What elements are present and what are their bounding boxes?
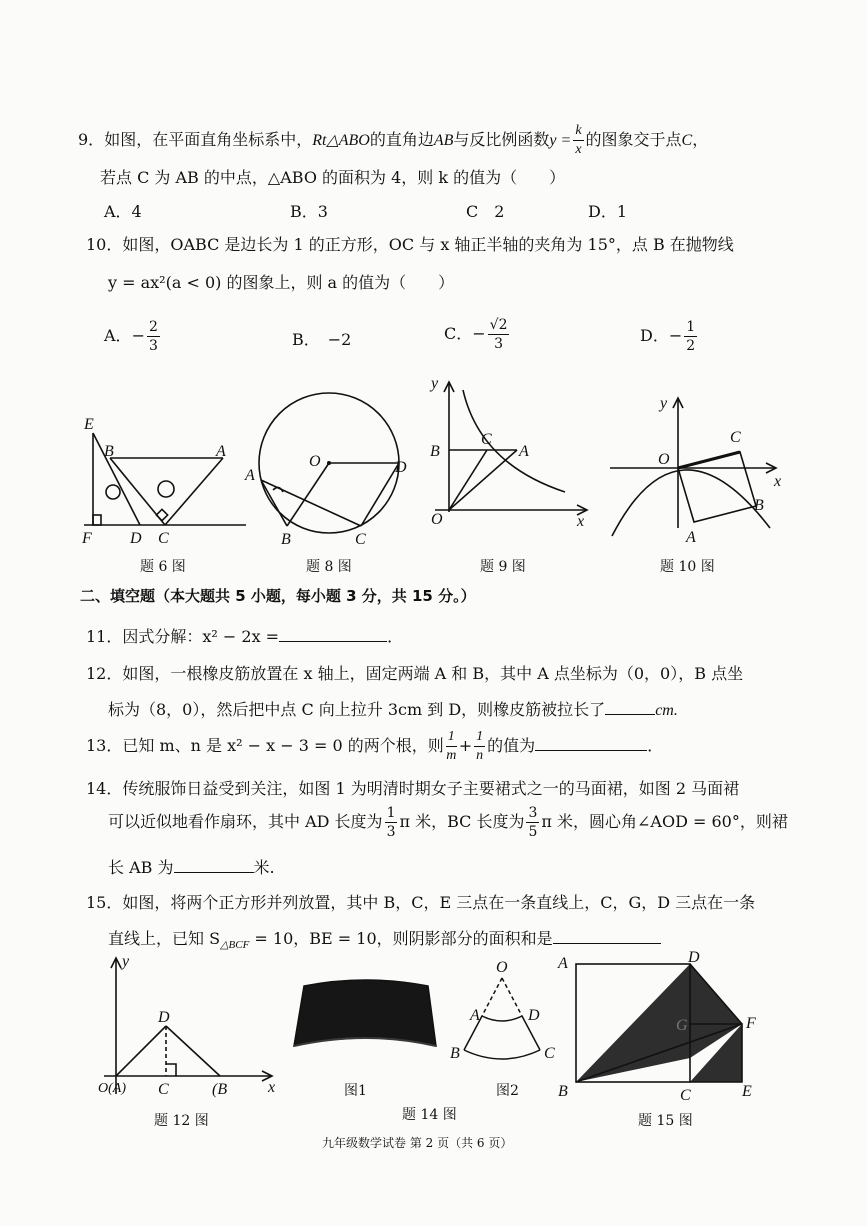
q10-option-a-minus: − [131,326,145,345]
q10-option-c-den: 3 [494,336,504,352]
q9-line2: 若点 C 为 AB 的中点，△ABO 的面积为 4，则 k 的值为（ ） [100,168,566,187]
q15-text-1: 如图，将两个正方形并列放置，其中 B，C，E 三点在一条直线上，C，G，D 三点在一条 [122,893,756,912]
q12-text-1: 如图，一根橡皮筋放置在 x 轴上，固定两端 A 和 B，其中 A 点坐标为（0，0），B 点坐 [122,664,744,683]
fig12-label-c: C [158,1081,169,1098]
fig9-caption: 题 9 图 [480,559,526,575]
q13-fraction-2-den: n [476,748,484,763]
fig6-label-d: D [130,530,142,547]
q14-text-2a: 可以近似地看作扇环，其中 AD 长度为 [108,812,383,831]
q10-option-a-fraction [147,320,160,353]
fig10-label-o: O [658,451,670,468]
q13-line [86,726,663,766]
q9-text-b: 的直角边 [369,130,434,149]
fig9-label-b: B [430,443,440,460]
q15-answer-blank [553,929,661,944]
figure-10 [600,388,800,548]
fig15-label-f: F [746,1015,756,1032]
fig10-label-y: y [660,395,668,412]
q13-answer-blank [535,736,647,751]
q9-option-d: D．1 [588,202,628,221]
fig10-caption: 题 10 图 [660,559,715,575]
q9-rt-abo: Rt△ABO [312,132,370,149]
figure-9 [425,372,590,532]
q11-number: 11． [86,627,123,646]
page-footer: 九年级数学试卷 第 2 页（共 6 页） [322,1136,513,1150]
q13-fraction-1-num: 1 [446,730,457,747]
q15-text-2b: = 10，BE = 10，则阴影部分的面积和是 [249,929,553,948]
fig8-label-c: C [355,531,366,548]
q13-plus: + [458,736,473,755]
q10-option-a-den: 3 [148,338,158,354]
q13-fraction-1 [446,730,457,763]
fig9-label-y: y [431,375,439,392]
q14-text-3a: 长 AB 为 [108,858,174,877]
fig14-label-d: D [528,1007,540,1024]
q10-option-d-minus: − [668,326,683,345]
q13-text-a: 已知 m、n 是 x² − x − 3 = 0 的两个根，则 [122,736,444,755]
q10-option-c [444,314,511,354]
q11-end: ． [387,627,404,646]
q14-fraction-1-den: 3 [386,824,396,840]
q14-line2 [108,802,788,842]
q11-line [86,624,403,647]
q9-text-d: 的图象交于点 [585,130,682,149]
q11-answer-blank [279,627,387,642]
q9-func-lhs: y = [549,132,572,149]
q10-line2: y = ax²(a < 0) 的图象上，则 a 的值为（ ） [108,273,455,292]
q10-number: 10． [86,235,123,254]
q13-number: 13． [86,736,123,755]
q12-text-2: 标为（8，0），然后把中点 C 向上拉升 3cm 到 D，则橡皮筋被拉长了 [108,700,606,719]
fig15-label-d: D [688,949,700,966]
fig10-label-a: A [686,529,696,546]
q14-text-2c: π 米，圆心角∠AOD = 60°，则裙 [541,812,788,831]
fig6-label-e: E [84,416,94,433]
fig9-label-c: C [481,431,492,448]
fig15-label-c: C [680,1087,691,1104]
fig12-label-b: (B [212,1081,228,1098]
q14-text-3b: 米. [253,858,275,877]
figure-12 [96,952,286,1102]
q14-text-1: 传统服饰日益受到关注，如图 1 为明清时期女子主要裙式之一的马面裙，如图 2 马面裙 [122,779,740,798]
q13-text-b: 的值为 [487,736,536,755]
q14-line3 [108,855,275,878]
q10-option-c-fraction [488,318,510,351]
q13-fraction-2-num: 1 [474,730,485,747]
fig8-label-d: D [395,459,407,476]
fig12-caption: 题 12 图 [154,1113,209,1129]
q10-option-d-label: D． [640,326,669,345]
q10-option-a-num: 2 [148,319,158,335]
fig9-label-o: O [431,511,443,528]
fig15-label-e: E [742,1083,752,1100]
q15-text-2a: 直线上，已知 S [108,929,221,948]
figure-14-skirt [286,980,446,1070]
q10-option-b: B． −2 [292,330,352,349]
q11-text: 因式分解：x² − 2x = [122,627,280,646]
q15-subscript: △BCF [220,939,250,952]
q9-option-a: A．4 [104,202,142,221]
fig6-label-b: B [104,443,114,460]
fig15-label-a: A [558,955,568,972]
q13-end: ． [647,736,664,755]
fig14-caption: 题 14 图 [402,1107,457,1123]
fig14-sub2-caption: 图2 [496,1083,519,1099]
fig14-label-b: B [450,1045,460,1062]
fig12-label-d: D [158,1009,170,1026]
section-2-title: 二、填空题（本大题共 5 小题，每小题 3 分，共 15 分。） [80,587,476,605]
fig6-label-c: C [158,530,169,547]
q14-line1 [86,776,739,799]
figure-15 [556,948,766,1108]
q10-option-a-label: A． [104,326,132,345]
fig14-label-o: O [496,959,508,976]
fig6-caption: 题 6 图 [140,559,186,575]
fig12-label-x: x [268,1079,276,1096]
q9-text-a: 如图，在平面直角坐标系中， [104,130,313,149]
q9-point-c: C [681,132,693,149]
q9-comma: ， [692,130,709,149]
fig8-caption: 题 8 图 [306,559,352,575]
fig14-sub1-caption: 图1 [344,1083,367,1099]
q12-unit: cm. [655,702,678,719]
fig14-label-c: C [544,1045,555,1062]
fig12-label-y: y [122,953,130,970]
q14-number: 14． [86,779,123,798]
q9-ab: AB [433,132,454,149]
q13-fraction-1-den: m [446,748,457,763]
fig10-label-b: B [754,497,764,514]
q9-func-fraction [573,124,583,157]
fig15-label-g: G [676,1017,688,1034]
figure-6 [78,410,253,545]
fig10-label-x: x [774,473,782,490]
q9-line1 [78,120,708,160]
q12-answer-blank [605,700,655,715]
q13-fraction-2 [474,730,485,763]
q10-option-d-num: 1 [686,319,696,335]
q9-func-num: k [573,124,583,141]
q14-fraction-1 [385,806,398,839]
q10-line1 [86,232,734,255]
q9-number: 9． [78,130,105,149]
q15-line1 [86,890,755,913]
q14-answer-blank [174,858,254,873]
q14-fraction-2-num: 3 [528,805,538,821]
fig6-label-f: F [82,530,92,547]
q10-option-c-label: C． [444,324,473,343]
fig15-caption: 题 15 图 [638,1113,693,1129]
figure-8 [243,380,413,550]
q10-option-d-den: 2 [686,338,696,354]
q12-line1 [86,661,743,684]
q9-text-c: 与反比例函数 [453,130,550,149]
q12-number: 12． [86,664,123,683]
q14-text-2b: π 米，BC 长度为 [399,812,525,831]
q10-text-1: 如图，OABC 是边长为 1 的正方形，OC 与 x 轴正半轴的夹角为 15°，点 B 在抛物线 [122,235,734,254]
fig8-label-o: O [309,453,321,470]
q9-option-b: B．3 [290,202,328,221]
fig9-label-a: A [519,443,529,460]
fig12-label-oa: O(A) [98,1081,126,1096]
fig8-label-a: A [245,467,255,484]
q9-func-den: x [575,142,582,157]
fig8-label-b: B [281,531,291,548]
q10-option-d-fraction [684,320,697,353]
q12-line2 [108,697,678,720]
q15-number: 15． [86,893,123,912]
fig15-label-b: B [558,1083,568,1100]
q10-option-a [104,316,162,356]
q14-fraction-2-den: 5 [528,824,538,840]
fig10-label-c: C [730,429,741,446]
q14-fraction-2 [526,806,539,839]
q14-fraction-1-num: 1 [386,805,396,821]
figure-14-sector [444,958,564,1076]
fig14-label-a: A [470,1007,480,1024]
q10-option-d [640,316,699,356]
q10-option-c-minus: − [472,324,486,343]
q10-option-c-num: √2 [489,317,508,333]
fig6-label-a: A [216,443,226,460]
q9-option-c: C 2 [466,202,505,221]
fig9-label-x: x [577,513,585,530]
